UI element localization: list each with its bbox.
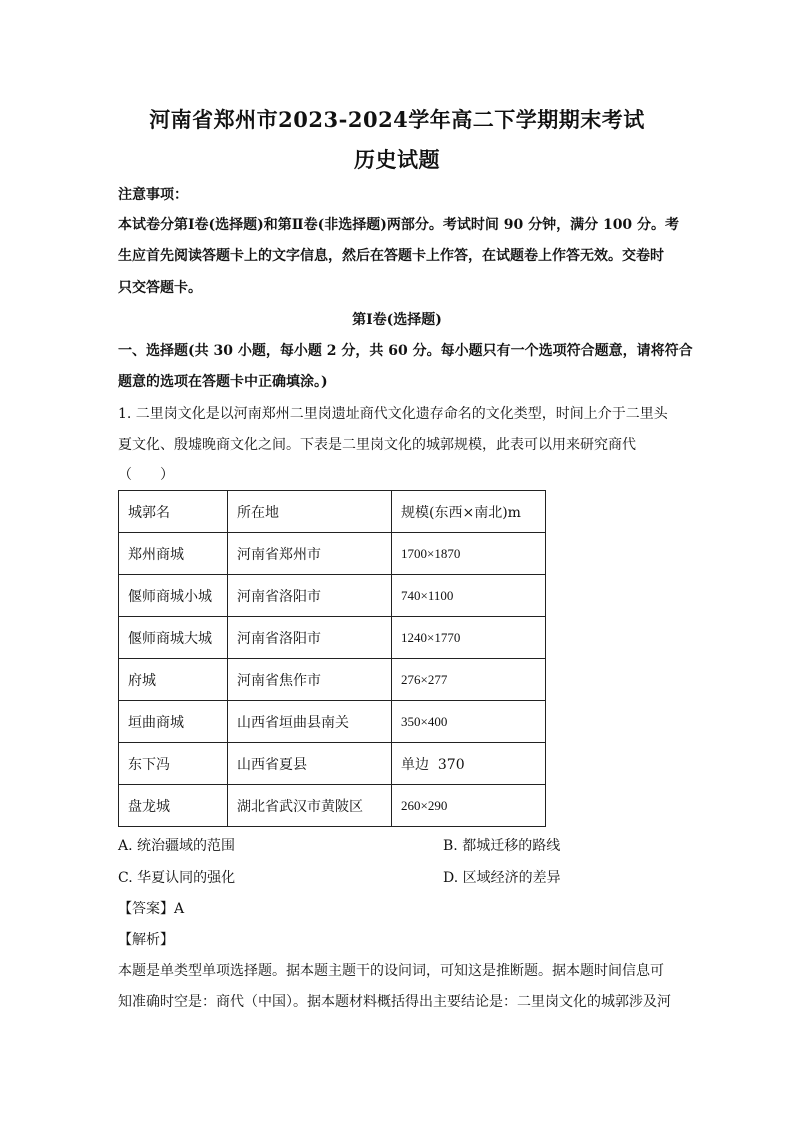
table-cell: 偃师商城大城: [119, 617, 228, 659]
notice-line-1: 本试卷分第Ⅰ卷(选择题)和第Ⅱ卷(非选择题)两部分。考试时间 90 分钟，满分 100 分。考: [118, 217, 680, 233]
table-row: [119, 659, 546, 701]
analysis-heading: 【解析】: [118, 932, 174, 948]
table-cell: 河南省焦作市: [228, 659, 392, 701]
table-cell: 河南省郑州市: [228, 533, 392, 575]
exam-title: 河南省郑州市2023-2024学年高二下学期期末考试: [149, 107, 645, 132]
option-d: D. 区域经济的差异: [443, 870, 561, 886]
table-row: [119, 701, 546, 743]
table-row: [119, 743, 546, 785]
table-cell: 垣曲商城: [119, 701, 228, 743]
table-cell: 府城: [119, 659, 228, 701]
exam-subtitle: 历史试题: [354, 147, 440, 172]
notice-line-3: 只交答题卡。: [118, 280, 202, 296]
table-cell: 盘龙城: [119, 785, 228, 827]
table-cell: 山西省垣曲县南关: [228, 701, 392, 743]
table-header-cell: 所在地: [228, 491, 392, 533]
section-instruction-1: 一、选择题(共 30 小题，每小题 2 分，共 60 分。每小题只有一个选项符合题意，请将符合: [118, 343, 693, 359]
table-header-row: [119, 491, 546, 533]
table-header-cell: 规模(东西×南北)m: [392, 491, 546, 533]
analysis-line-1: 本题是单类型单项选择题。据本题主题干的设问词，可知这是推断题。据本题时间信息可: [118, 963, 664, 979]
table-cell: 276×277: [392, 659, 546, 701]
table-cell: 东下冯: [119, 743, 228, 785]
table-row: [119, 617, 546, 659]
option-b: B. 都城迁移的路线: [443, 838, 561, 854]
question-stem-1: 1. 二里岗文化是以河南郑州二里岗遗址商代文化遗存命名的文化类型，时间上介于二里头: [118, 406, 668, 422]
table-header-cell: 城郭名: [119, 491, 228, 533]
section-instruction-2: 题意的选项在答题卡中正确填涂。): [118, 374, 328, 390]
analysis-line-2: 知准确时空是：商代（中国）。据本题材料概括得出主要结论是：二里岗文化的城郭涉及河: [118, 994, 671, 1010]
table-cell: 河南省洛阳市: [228, 617, 392, 659]
table-cell: 河南省洛阳市: [228, 575, 392, 617]
table-cell: 1700×1870: [392, 533, 546, 575]
table-cell: 740×1100: [392, 575, 546, 617]
table-cell: 1240×1770: [392, 617, 546, 659]
table-row: [119, 533, 546, 575]
table-cell: 山西省夏县: [228, 743, 392, 785]
table-cell: 350×400: [392, 701, 546, 743]
table-row: [119, 575, 546, 617]
city-scale-table: [118, 490, 546, 827]
notice-heading: 注意事项：: [118, 187, 188, 203]
notice-line-2: 生应首先阅读答题卡上的文字信息，然后在答题卡上作答，在试题卷上作答无效。交卷时: [118, 248, 664, 264]
question-stem-2: 夏文化、殷墟晚商文化之间。下表是二里岗文化的城郭规模，此表可以用来研究商代: [118, 437, 636, 453]
table-cell: 260×290: [392, 785, 546, 827]
table-cell: 湖北省武汉市黄陂区: [228, 785, 392, 827]
table-cell: 郑州商城: [119, 533, 228, 575]
table-cell: 偃师商城小城: [119, 575, 228, 617]
answer-line: 【答案】A: [118, 901, 185, 917]
section-title: 第Ⅰ卷(选择题): [352, 312, 442, 328]
option-c: C. 华夏认同的强化: [118, 870, 236, 886]
table-row: [119, 785, 546, 827]
question-bracket: （ ）: [118, 467, 174, 483]
option-a: A. 统治疆域的范围: [118, 838, 236, 854]
table-cell: 单边 370: [392, 743, 546, 785]
